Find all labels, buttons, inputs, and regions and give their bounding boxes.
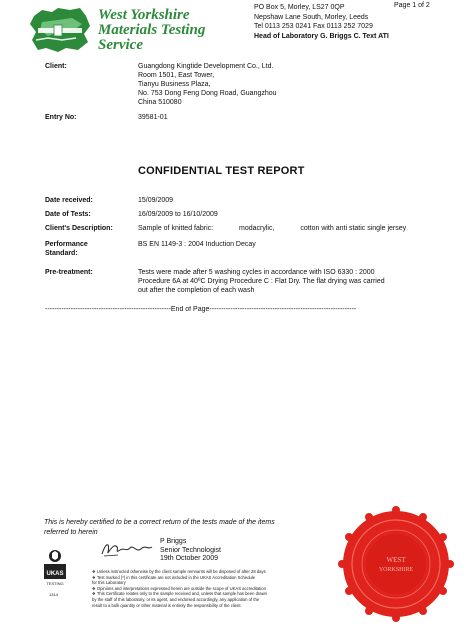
pretreatment-line: Procedure 6A at 40ºC Drying Procedure C : Flat Dry. The flat drying was carried (138, 278, 385, 285)
org-name-line-3: Service (98, 37, 143, 53)
red-wax-seal (338, 506, 454, 622)
performance-standard-label (45, 240, 88, 258)
note-line: for this Laboratory (92, 580, 126, 586)
client-line: Room 1501, East Tower, (138, 72, 215, 79)
lab-address (254, 3, 389, 41)
address-line-3: Tel 0113 253 0241 Fax 0113 252 7029 (254, 23, 373, 30)
ukas-text: UKAS (46, 571, 64, 577)
ukas-accreditation-mark (42, 548, 68, 588)
organisation-name (98, 8, 205, 53)
ukas-sub: TESTING (46, 581, 64, 586)
client-line: Tianyu Business Plaza, (138, 81, 211, 88)
pretreatment-line: Tests were made after 5 washing cycles in accordance with ISO 6330 : 2000 (138, 269, 375, 276)
note-line: by the staff of this laboratory, or its agent, and endorsed accordingly, any application of the (92, 596, 260, 602)
pretreatment-value (138, 268, 385, 295)
note-line: ❖ Opinions and interpretations expressed herein are outside the scope of UKAS accreditation (92, 585, 266, 591)
seal-text-bottom: YORKSHIRE (378, 567, 414, 573)
pretreatment-label: Pre-treatment: (45, 269, 93, 276)
note-line: ❖ This Certificate relates only to the sample received and, unless that sample has been drawn (92, 591, 267, 597)
standard-label-line-2: Standard: (45, 250, 78, 257)
client-description-value (138, 224, 406, 233)
certification-line-2: referred to herein (44, 529, 98, 536)
description-part-1: Sample of knitted fabric: (138, 225, 214, 232)
performance-standard-value: BS EN 1149-3 : 2004 Induction Decay (138, 241, 256, 248)
entry-no-label: Entry No: (45, 114, 77, 121)
end-of-page-marker: ------------------------------------------------------End of Page--------------------------------------------------------------- (45, 306, 357, 313)
head-of-laboratory: Head of Laboratory G. Briggs C. Text ATI (254, 32, 389, 40)
ukas-number: 1314 (49, 592, 58, 597)
client-line: China 510080 (138, 99, 182, 106)
certification-statement (44, 518, 275, 538)
date-of-tests-value: 16/09/2009 to 16/10/2009 (138, 211, 218, 218)
date-received-value: 15/09/2009 (138, 197, 174, 204)
description-part-3: cotton with anti static single jersey (300, 225, 407, 232)
date-received-label: Date received: (45, 197, 93, 204)
client-description-label: Client's Description: (45, 225, 113, 232)
entry-no-value: 39581-01 (138, 114, 168, 121)
page-number: Page 1 of 2 (394, 2, 430, 9)
report-title: CONFIDENTIAL TEST REPORT (138, 165, 305, 177)
note-line: ❖ Unless instructed otherwise by the client sample remnants will be disposed of after 28 days (92, 569, 266, 574)
signature-image (98, 538, 154, 560)
seal-text-top: WEST (386, 556, 406, 564)
date-of-tests-label: Date of Tests: (45, 211, 91, 218)
pretreatment-line: out after the completion of each wash (138, 287, 255, 294)
certificate-notes (92, 569, 324, 608)
client-line: No. 753 Dong Feng Dong Road, Guangzhou (138, 90, 277, 97)
wymts-map-logo (28, 6, 92, 54)
signatory-title: Senior Technologist (160, 546, 221, 554)
org-name-line-1: West Yorkshire (98, 7, 190, 23)
client-line: Guangdong Kingtide Development Co., Ltd. (138, 63, 274, 70)
org-name-line-2: Materials Testing (98, 22, 206, 38)
address-line-2: Nepshaw Lane South, Morley, Leeds (254, 13, 369, 21)
address-line-1: PO Box 5, Morley, LS27 0QP (254, 4, 345, 11)
certification-line-1: This is hereby certified to be a correct return of the tests made of the items (44, 519, 275, 526)
description-part-2: modacrylic, (239, 225, 275, 232)
signatory-name: P Briggs (160, 538, 187, 545)
note-line: ❖ Test marked (*) in this certificate are not included in the UKAS Accreditation Schedule (92, 574, 256, 580)
note-line: result to a bulk quantity or other material is entirely the responsibility of the client. (92, 602, 242, 608)
standard-label-line-1: Performance (45, 241, 88, 248)
signatory-date: 19th October 2009 (160, 555, 218, 562)
client-label: Client: (45, 63, 67, 70)
client-address (138, 62, 277, 107)
signatory-block (160, 538, 221, 564)
